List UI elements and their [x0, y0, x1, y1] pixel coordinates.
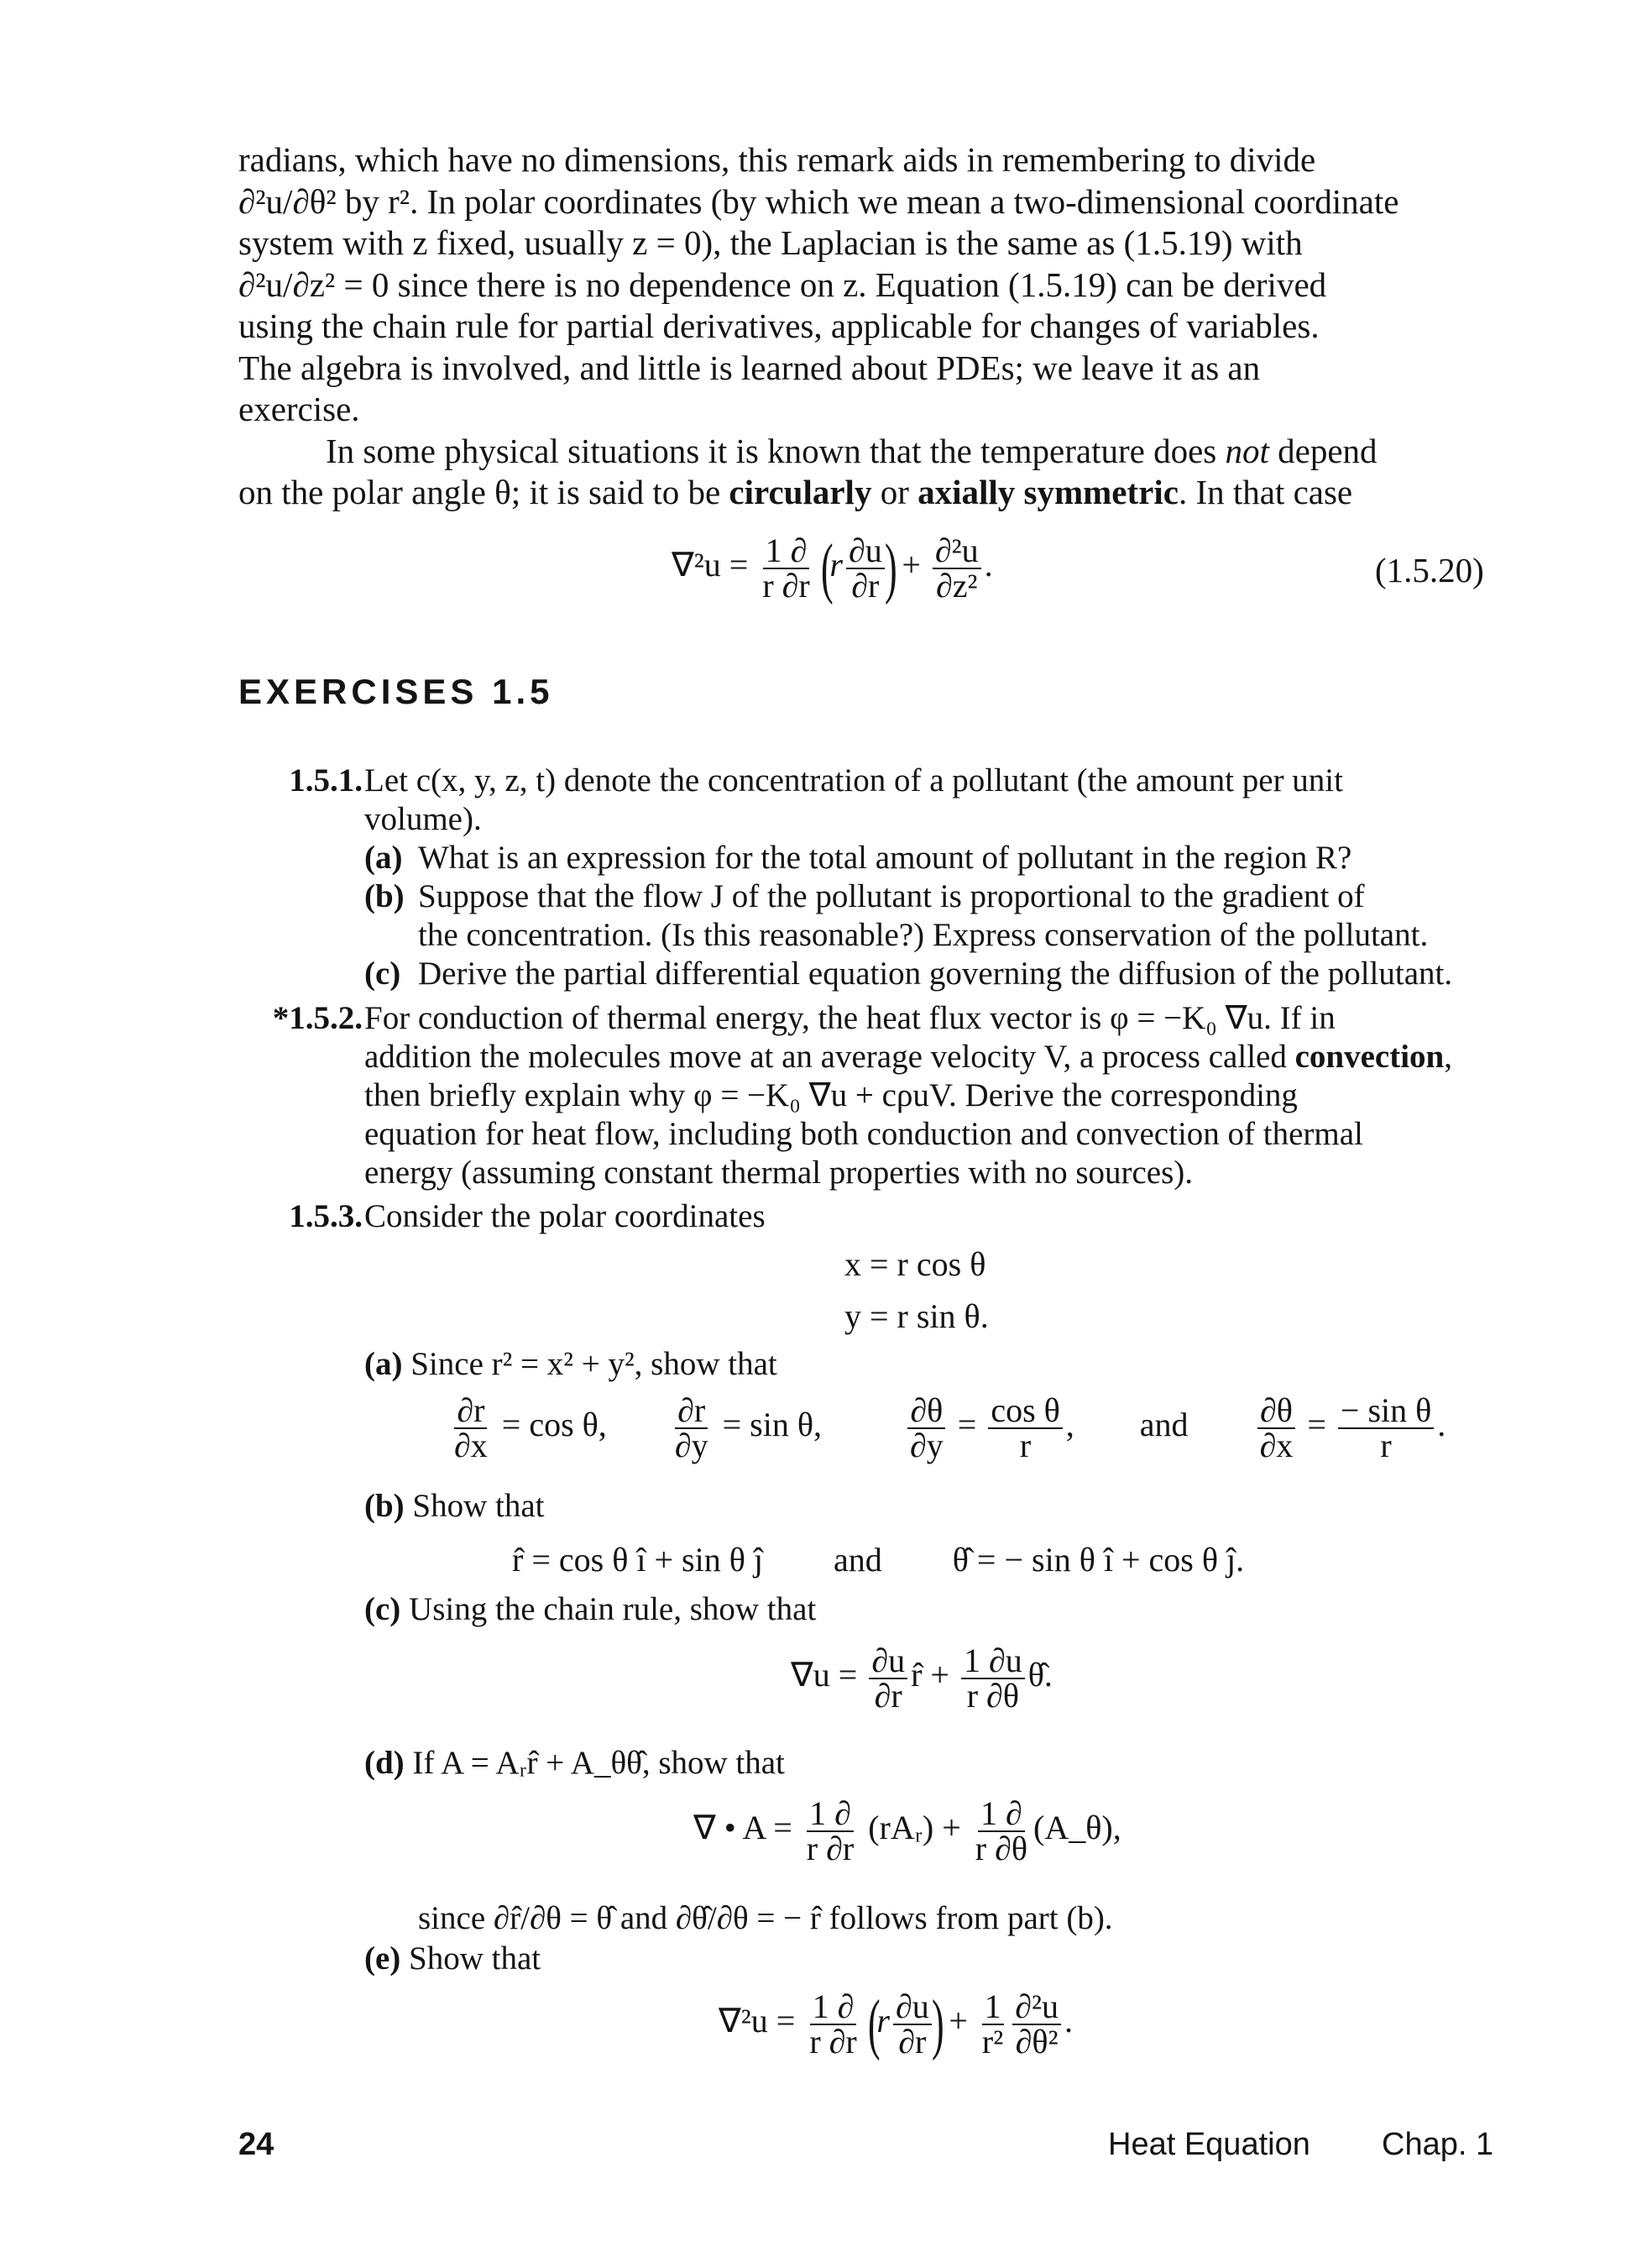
- text-line: For conduction of thermal energy, the heat flux vector is φ = −K₀ ∇u. If in: [364, 1000, 1336, 1036]
- text-line: In some physical situations it is known that the temperature does not depend: [326, 431, 1378, 470]
- divergence-equation: ∇ • A = $\frac{1 \partial}{r \partial r}$ (rAᵣ) + $\frac{1 \partial}{r \partial\theta}$ (A_θ),: [693, 1794, 1121, 1867]
- fraction: $\frac{\text{cos θ}}{r}$: [988, 1394, 1062, 1463]
- fraction: $\frac{\partial\theta}{\partial x}$: [1257, 1394, 1296, 1463]
- fraction: $\frac{1 \partial}{r \partial r}$: [806, 1794, 855, 1867]
- part-e: (e) Show that: [364, 1940, 541, 1977]
- part-label: (a): [364, 840, 403, 876]
- part-b: (b) Show that: [364, 1488, 545, 1524]
- text-line: The algebra is involved, and little is learned about PDEs; we leave it as an: [238, 348, 1261, 387]
- text-line: ∂²u/∂z² = 0 since there is no dependence on z. Equation (1.5.19) can be derived: [238, 264, 1327, 304]
- fraction: $\frac{\partial r}{\partial y}$: [674, 1391, 708, 1464]
- text-line: Let c(x, y, z, t) denote the concentration of a pollutant (the amount per unit: [364, 762, 1343, 799]
- exercise-number: 1.5.1.: [289, 762, 363, 799]
- intro-paragraph: [238, 139, 1494, 514]
- part-c: (c) Using the chain rule, show that: [364, 1591, 817, 1627]
- text-line: volume).: [364, 801, 482, 837]
- part-d: (d) If A = Aᵣr̂ + A_θθ̂, show that: [364, 1745, 785, 1781]
- text-line: equation for heat flow, including both conduction and convection of thermal: [364, 1116, 1363, 1152]
- exercise-2-text: [364, 999, 1494, 1192]
- equation-y: y = r sin θ.: [844, 1297, 989, 1335]
- unit-vectors-row: r̂ = cos θ î + sin θ ĵ and θ̂ = − sin θ î + cos θ ĵ.: [512, 1541, 1245, 1579]
- text-line: Suppose that the flow J of the pollutant is proportional to the gradient of: [418, 878, 1365, 914]
- fraction: $\frac{\partial u}{\partial r}$: [846, 534, 885, 603]
- laplacian-equation: ∇²u = $\frac{1 \partial}{r \partial r}$ (r $\frac{\partial u}{\partial r}$ ) + $\frac{1}{\text{r²}}$ $\frac{\text{∂²u}}{\text{∂θ²}}$ .: [719, 1987, 1073, 2061]
- footer-chapter: Chap. 1: [1382, 2127, 1494, 2162]
- fraction: $\frac{1 \partial}{r \partial\theta}$: [975, 1794, 1028, 1867]
- section-heading: EXERCISES 1.5: [238, 672, 554, 711]
- equation-1-5-20: ∇²u = $\frac{1 \partial}{r \partial r}$ (r $\frac{\partial u}{\partial r}$ ) + $\frac{\text{∂²u}}{\text{∂z²}}$ .: [672, 532, 993, 605]
- partial-derivatives-row: $\frac{\partial r}{\partial x}$ = cos θ, $\frac{\partial r}{\partial y}$ = sin θ, $\frac{\partial\theta}{\partial y}$ = $\frac{\text{cos θ}}{r}$ , and $\frac{\partial\theta}{\partial x}$ = $\frac{\text{− sin θ}}{r}$ .: [448, 1394, 1446, 1463]
- exercise-number: *1.5.2.: [272, 1000, 363, 1036]
- exercise-1-text: [364, 762, 1494, 839]
- fraction: $\frac{1 \partial u}{r \partial\theta}$: [961, 1644, 1025, 1713]
- exercise-number: 1.5.3.: [289, 1198, 363, 1234]
- fraction: $\frac{\text{− sin θ}}{r}$: [1338, 1394, 1434, 1463]
- text-line: then briefly explain why φ = −K₀ ∇u + cρuV. Derive the corresponding: [364, 1077, 1298, 1113]
- text-line: exercise.: [238, 390, 360, 428]
- exercise-3-text: Consider the polar coordinates: [364, 1198, 766, 1234]
- text-line: addition the molecules move at an average velocity V, a process called convection,: [364, 1039, 1452, 1075]
- text-line: energy (assuming constant thermal properties with no sources).: [364, 1155, 1194, 1191]
- part-text: [418, 877, 1494, 955]
- part-label: (c): [364, 956, 401, 992]
- fraction: $\frac{\partial u}{\partial r}$: [869, 1644, 907, 1713]
- page-number: 24: [238, 2127, 274, 2162]
- fraction: $\frac{1 \partial}{r \partial r}$: [762, 532, 810, 605]
- fraction: $\frac{\partial\theta}{\partial y}$: [907, 1394, 946, 1463]
- fraction: $\frac{\partial r}{\partial x}$: [454, 1391, 488, 1464]
- part-text: What is an expression for the total amount of pollutant in the region R?: [418, 840, 1352, 876]
- text-line: radians, which have no dimensions, this remark aids in remembering to divide: [238, 140, 1316, 179]
- equation-x: x = r cos θ: [844, 1245, 986, 1283]
- part-label: (b): [364, 878, 405, 914]
- fraction: $\frac{\text{∂²u}}{\text{∂z²}}$: [933, 534, 981, 603]
- text-line: system with z fixed, usually z = 0), the Laplacian is the same as (1.5.19) with: [238, 223, 1303, 262]
- part-d-note: since ∂r̂/∂θ = θ̂ and ∂θ̂/∂θ = − r̂ follows from part (b).: [418, 1900, 1113, 1936]
- equation-number: (1.5.20): [1375, 551, 1484, 589]
- fraction: $\frac{1 \partial}{r \partial r}$: [809, 1987, 857, 2061]
- part-text: Derive the partial differential equation governing the diffusion of the pollutant.: [418, 956, 1453, 992]
- text-line: using the chain rule for partial derivatives, applicable for changes of variables.: [238, 306, 1320, 345]
- part-a: (a) Since r² = x² + y², show that: [364, 1346, 777, 1382]
- footer-section: Heat Equation: [1108, 2127, 1310, 2162]
- text-line: the concentration. (Is this reasonable?) Express conservation of the pollutant.: [418, 917, 1429, 953]
- fraction: $\frac{1}{\text{r²}}$: [981, 1987, 1004, 2061]
- text-line: ∂²u/∂θ² by r². In polar coordinates (by which we mean a two-dimensional coordinate: [238, 181, 1399, 221]
- gradient-equation: ∇u = $\frac{\partial u}{\partial r}$ r̂ + $\frac{1 \partial u}{r \partial\theta}$ θ̂.: [791, 1642, 1053, 1715]
- text-line: on the polar angle θ; it is said to be circularly or axially symmetric. In that case: [238, 473, 1353, 511]
- fraction: $\frac{\text{∂²u}}{\text{∂θ²}}$: [1012, 1990, 1061, 2059]
- fraction: $\frac{\partial u}{\partial r}$: [893, 1990, 932, 2059]
